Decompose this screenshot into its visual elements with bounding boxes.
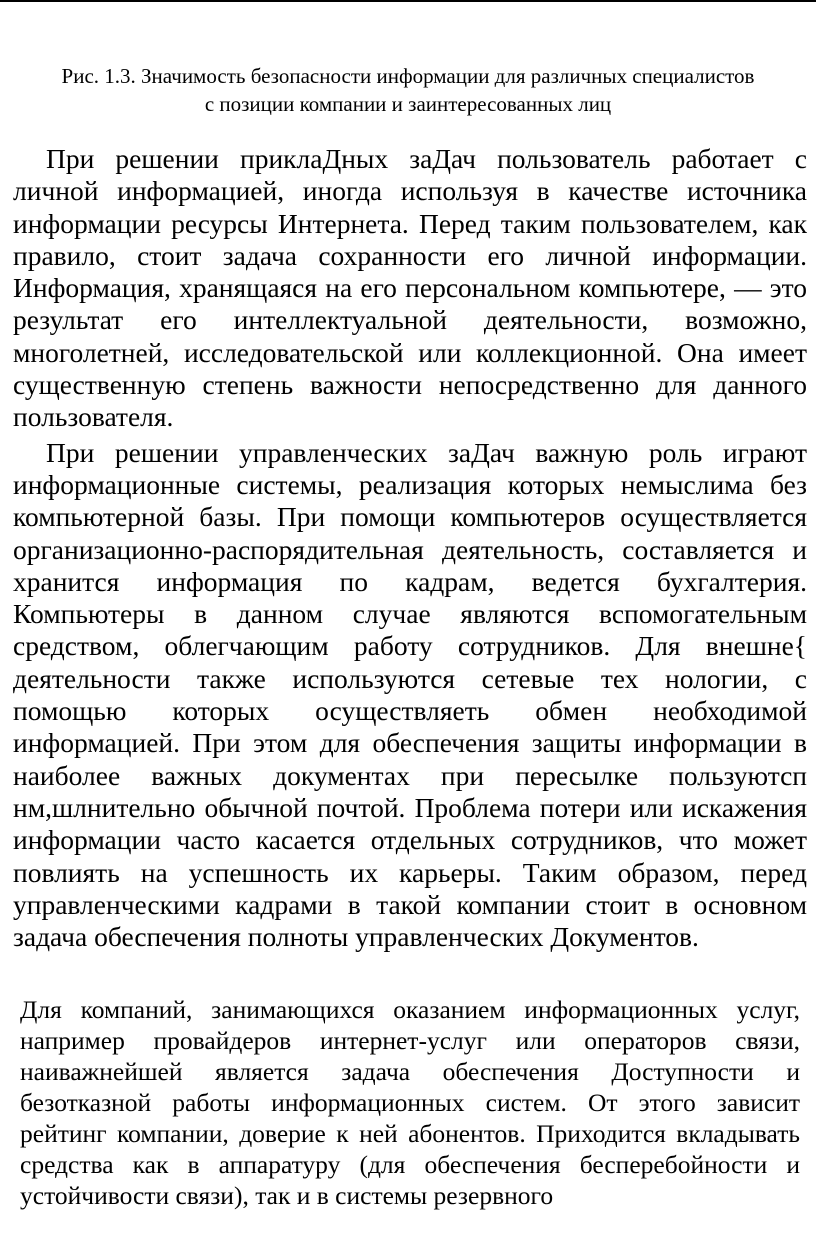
figure-caption-line-2: с позиции компании и заинтересованных лиц [204, 92, 612, 116]
paragraph-management-tasks: При решении управленческих заДач важную роль играют информационные системы, реализация которых немыслима без компьютерной базы. При помощи компьютеров осуществляется организационно-распорядительная деятельность, составляется и хранится информация по кадрам, ведется бухгалтерия. Компьютеры в данном случае являются вспомогательным средством, облегчающим работу сотрудников. Для внешне{ деятельности также используются сетевые тех нологии, с помощью которых осуществляеть обмен необходимой информацией. При этом для обеспечения защиты информации в наиболее важных документах при пересылке пользуютсп нм,шлнительно обычной почтой. Проблема потери или искажения информации часто касается отдельных сотрудников, что может повлиять на успешность их карьеры. Таким образом, перед управленческими кадрами в такой компании стоит в основном задача обеспечения полноты управленческих Документов. [13, 436, 807, 953]
figure-caption [20, 62, 796, 118]
main-text [13, 143, 807, 953]
paragraph-information-services: Для компаний, занимающихся оказанием информационных услуг, например провайдеров интернет-услуг или операторов связи, наиважнейшей является задача обеспечения Доступности и безотказной работы информационных систем. От этого зависит рейтинг компании, доверие к ней абонентов. Приходится вкладывать средства как в аппаратуру (для обеспечения бесперебойности и устойчивости связи), так и в системы резервного [20, 995, 800, 1210]
figure-caption-line-1: Рис. 1.3. Значимость безопасности информации для различных специалистов [61, 64, 755, 88]
secondary-text [20, 994, 800, 1211]
top-border-line [0, 0, 816, 2]
paragraph-applied-tasks: При решении приклаДных заДач пользователь работает с личной информацией, иногда используя в качестве источника информации ресурсы Интернета. Перед таким пользователем, как правило, стоит задача сохранности его личной информации. Информация, хранящаяся на его персональном компьютере, — это результат его интеллектуальной деятельности, возможно, многолетней, исследовательской или коллекционной. Она имеет существенную степень важности непосредственно для данного пользователя. [13, 143, 807, 433]
